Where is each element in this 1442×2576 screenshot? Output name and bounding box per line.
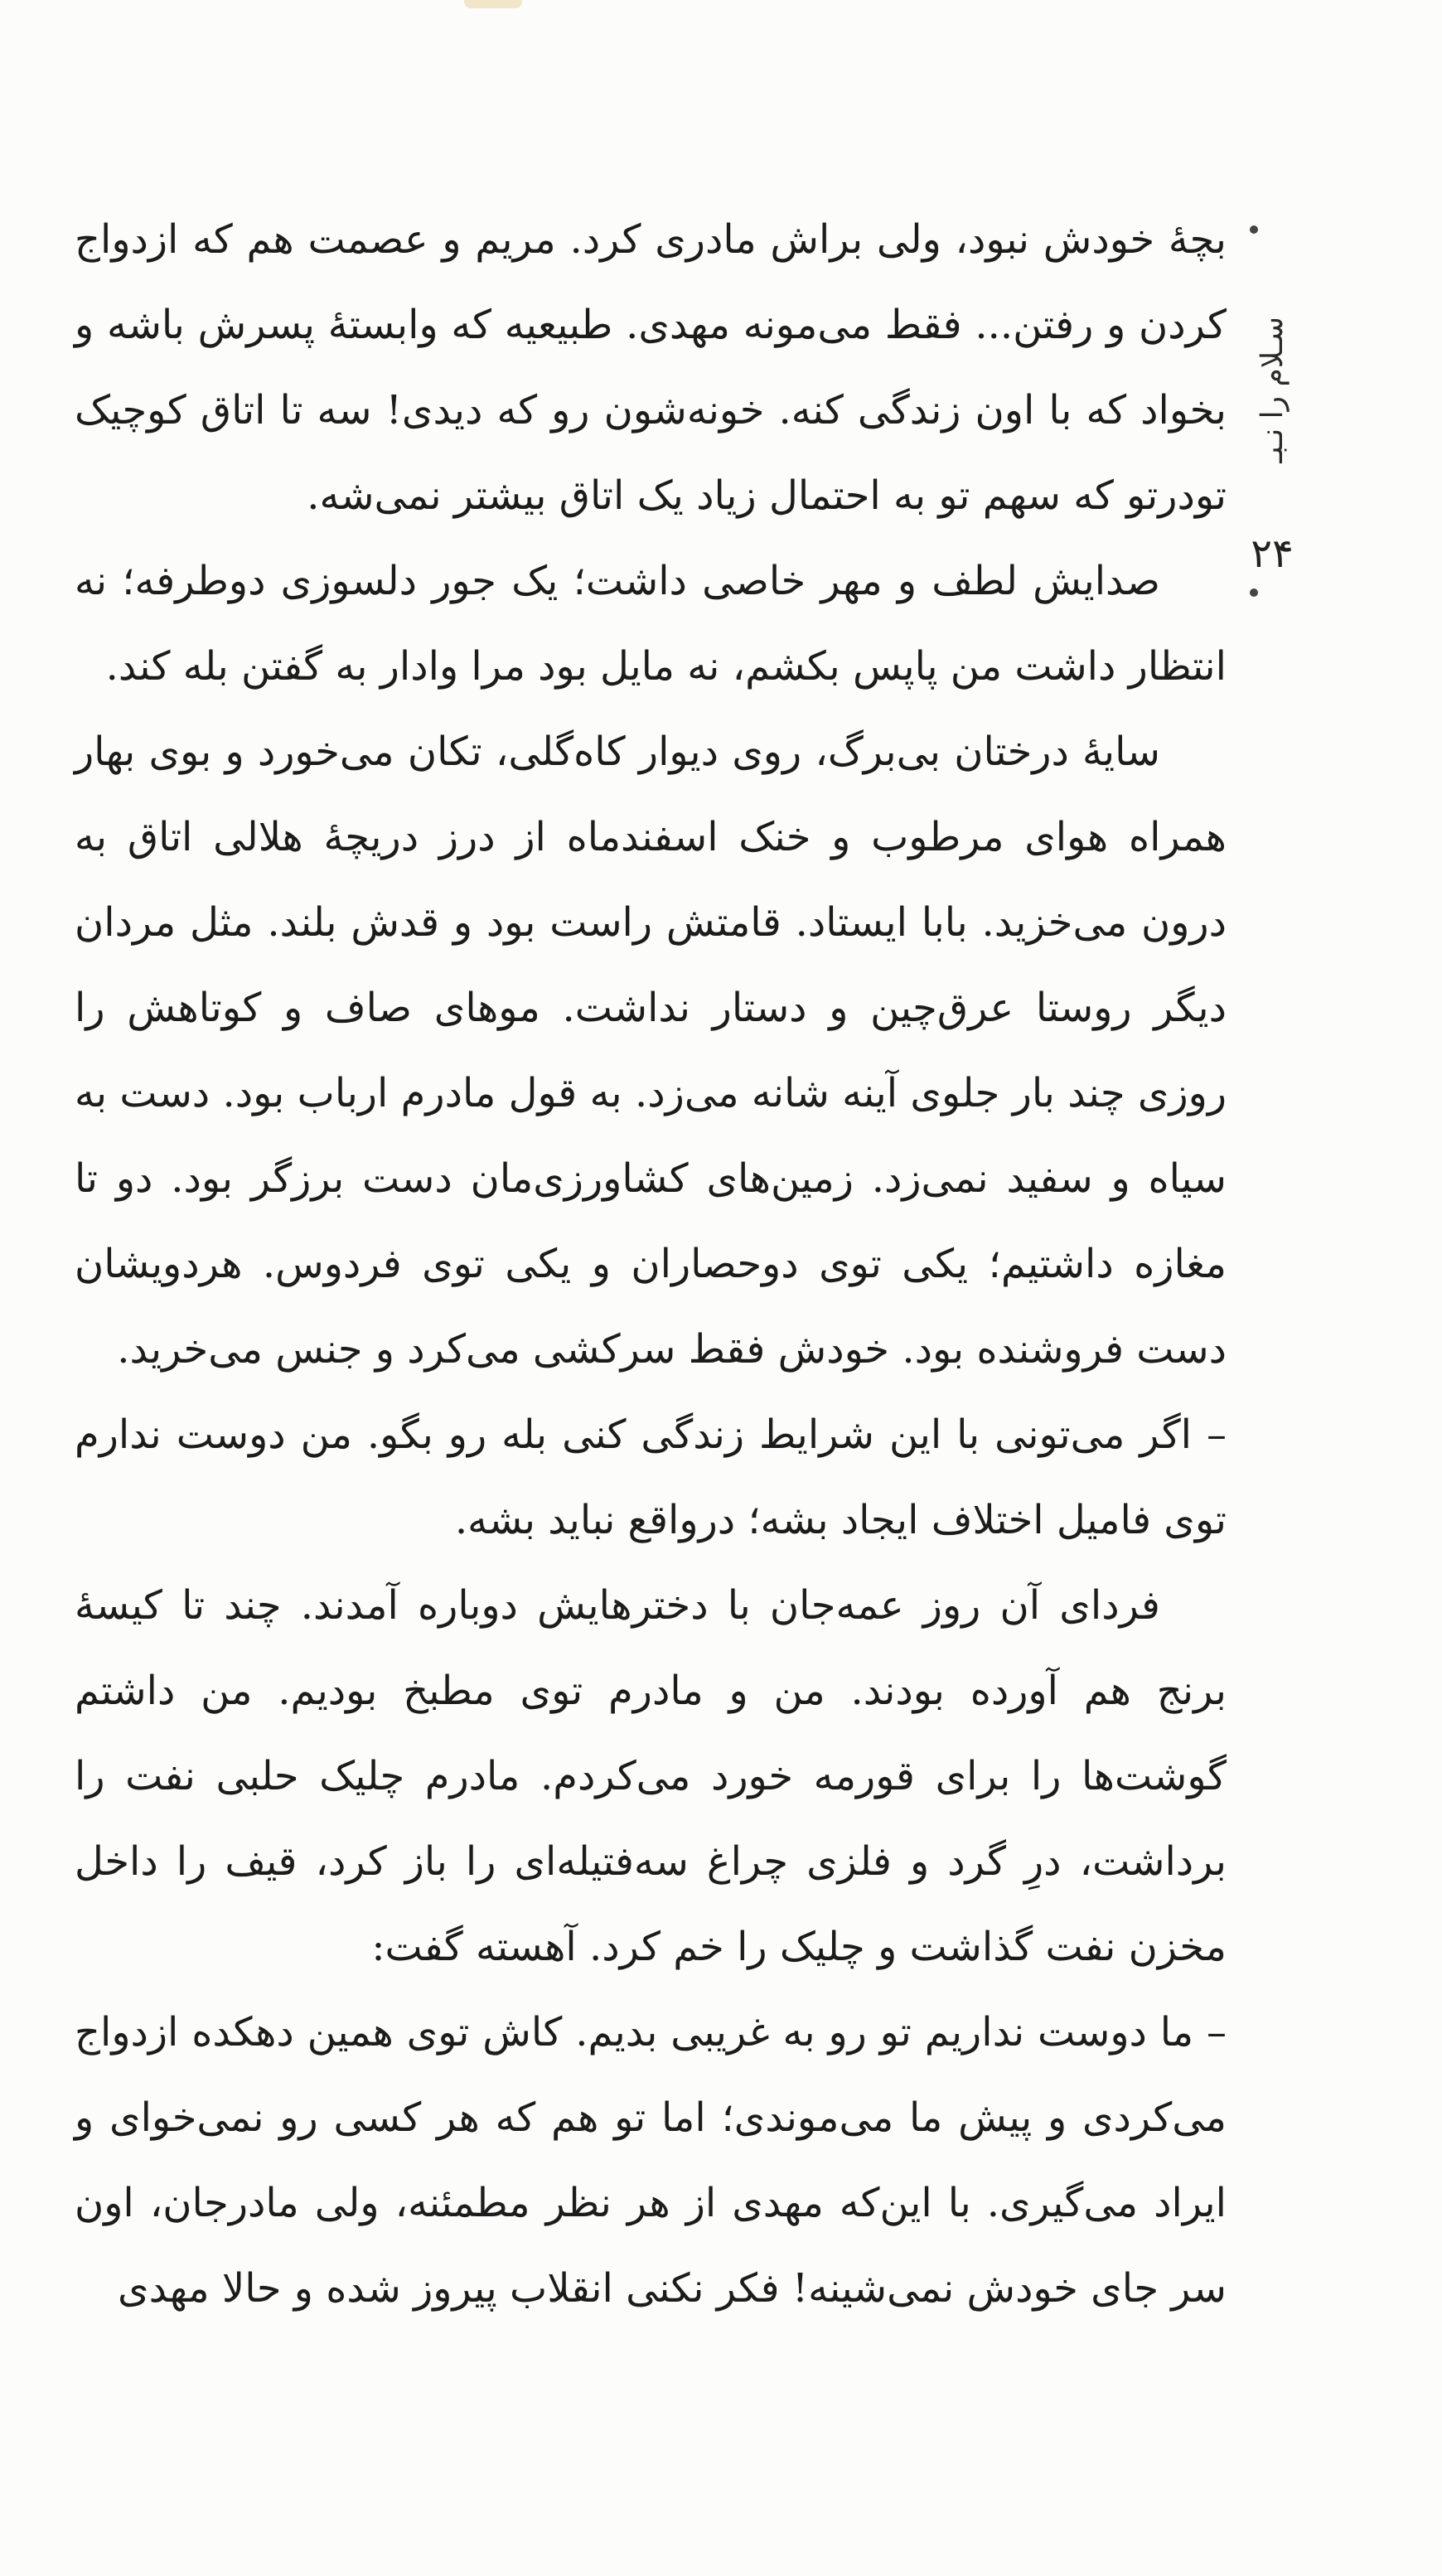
page-number: ۲۴ (1251, 530, 1294, 577)
running-head-text: سـلام را نـبـ (1255, 316, 1290, 463)
margin-dot-top (1250, 225, 1258, 234)
dialogue-paragraph: – اگر می‌تونی با این شرایط زندگی کنی بله رو بگو. من دوست ندارم توی فامیل اختلاف ایجاد بشه؛ درواقع نباید بشه. (75, 1411, 1227, 1543)
paragraph: فردای آن روز عمه‌جان با دخترهایش دوباره آمدند. چند تا کیسهٔ برنج هم آورده بودند. من و مادرم توی مطبخ بودیم. من داشتم گوشت‌ها را برای قورمه خورد می‌کردم. مادرم چلیک حلبی نفت را برداشت، درِ گرد و فلزی چراغ سه‌فتیله‌ای را باز کرد، قیف را داخل مخزن نفت گذاشت و چلیک را خم کرد. آهسته گفت: (75, 1582, 1227, 1970)
paragraph: سایهٔ درختان بی‌برگ، روی دیوار کاه‌گلی، تکان می‌خورد و بوی بهار همراه هوای مرطوب و خنک اسفندماه از درز دریچهٔ هلالی اتاق به درون می‌خزید. بابا ایستاد. قامتش راست بود و قدش بلند. مثل مردان دیگر روستا عرق‌چین و دستار نداشت. موهای صاف و کوتاهش را روزی چند بار جلوی آینه شانه می‌زد. به قول مادرم ارباب بود. دست به سیاه و سفید نمی‌زد. زمین‌های کشاورزی‌مان دست برزگر بود. دو تا مغازه داشتیم؛ یکی توی دوحصاران و یکی توی فردوس. هردویشان دست فروشنده بود. خودش فقط سرکشی می‌کرد و جنس می‌خرید. (75, 729, 1227, 1373)
margin-dot-bottom (1250, 588, 1258, 597)
body-text (75, 197, 1227, 2331)
page-edge-mark (464, 0, 522, 8)
paragraph: صدایش لطف و مهر خاصی داشت؛ یک جور دلسوزی دوطرفه؛ نه انتظار داشت من پاپس بکشم، نه مایل بود مرا وادار به گفتن بله کند. (75, 558, 1227, 690)
dialogue-paragraph: – ما دوست نداریم تو رو به غریبی بدیم. کاش توی همین دهکده ازدواج می‌کردی و پیش ما می‌موندی؛ اما تو هم که هر کسی رو نمی‌خوای و ایراد می‌گیری. با این‌که مهدی از هر نظر مطمئنه، ولی مادرجان، اون سر جای خودش نمی‌شینه! فکر نکنی انقلاب پیروز شده و حالا مهدی (75, 2009, 1227, 2312)
paragraph: بچهٔ خودش نبود، ولی براش مادری کرد. مریم و عصمت هم که ازدواج کردن و رفتن... فقط می‌مونه مهدی. طبیعیه که وابستهٔ پسرش باشه و بخواد که با اون زندگی کنه. خونه‌شون رو که دیدی! سه تا اتاق کوچیک تودرتو که سهم تو به احتمال زیاد یک اتاق بیشتر نمی‌شه. (75, 216, 1227, 519)
running-head (1247, 257, 1297, 522)
